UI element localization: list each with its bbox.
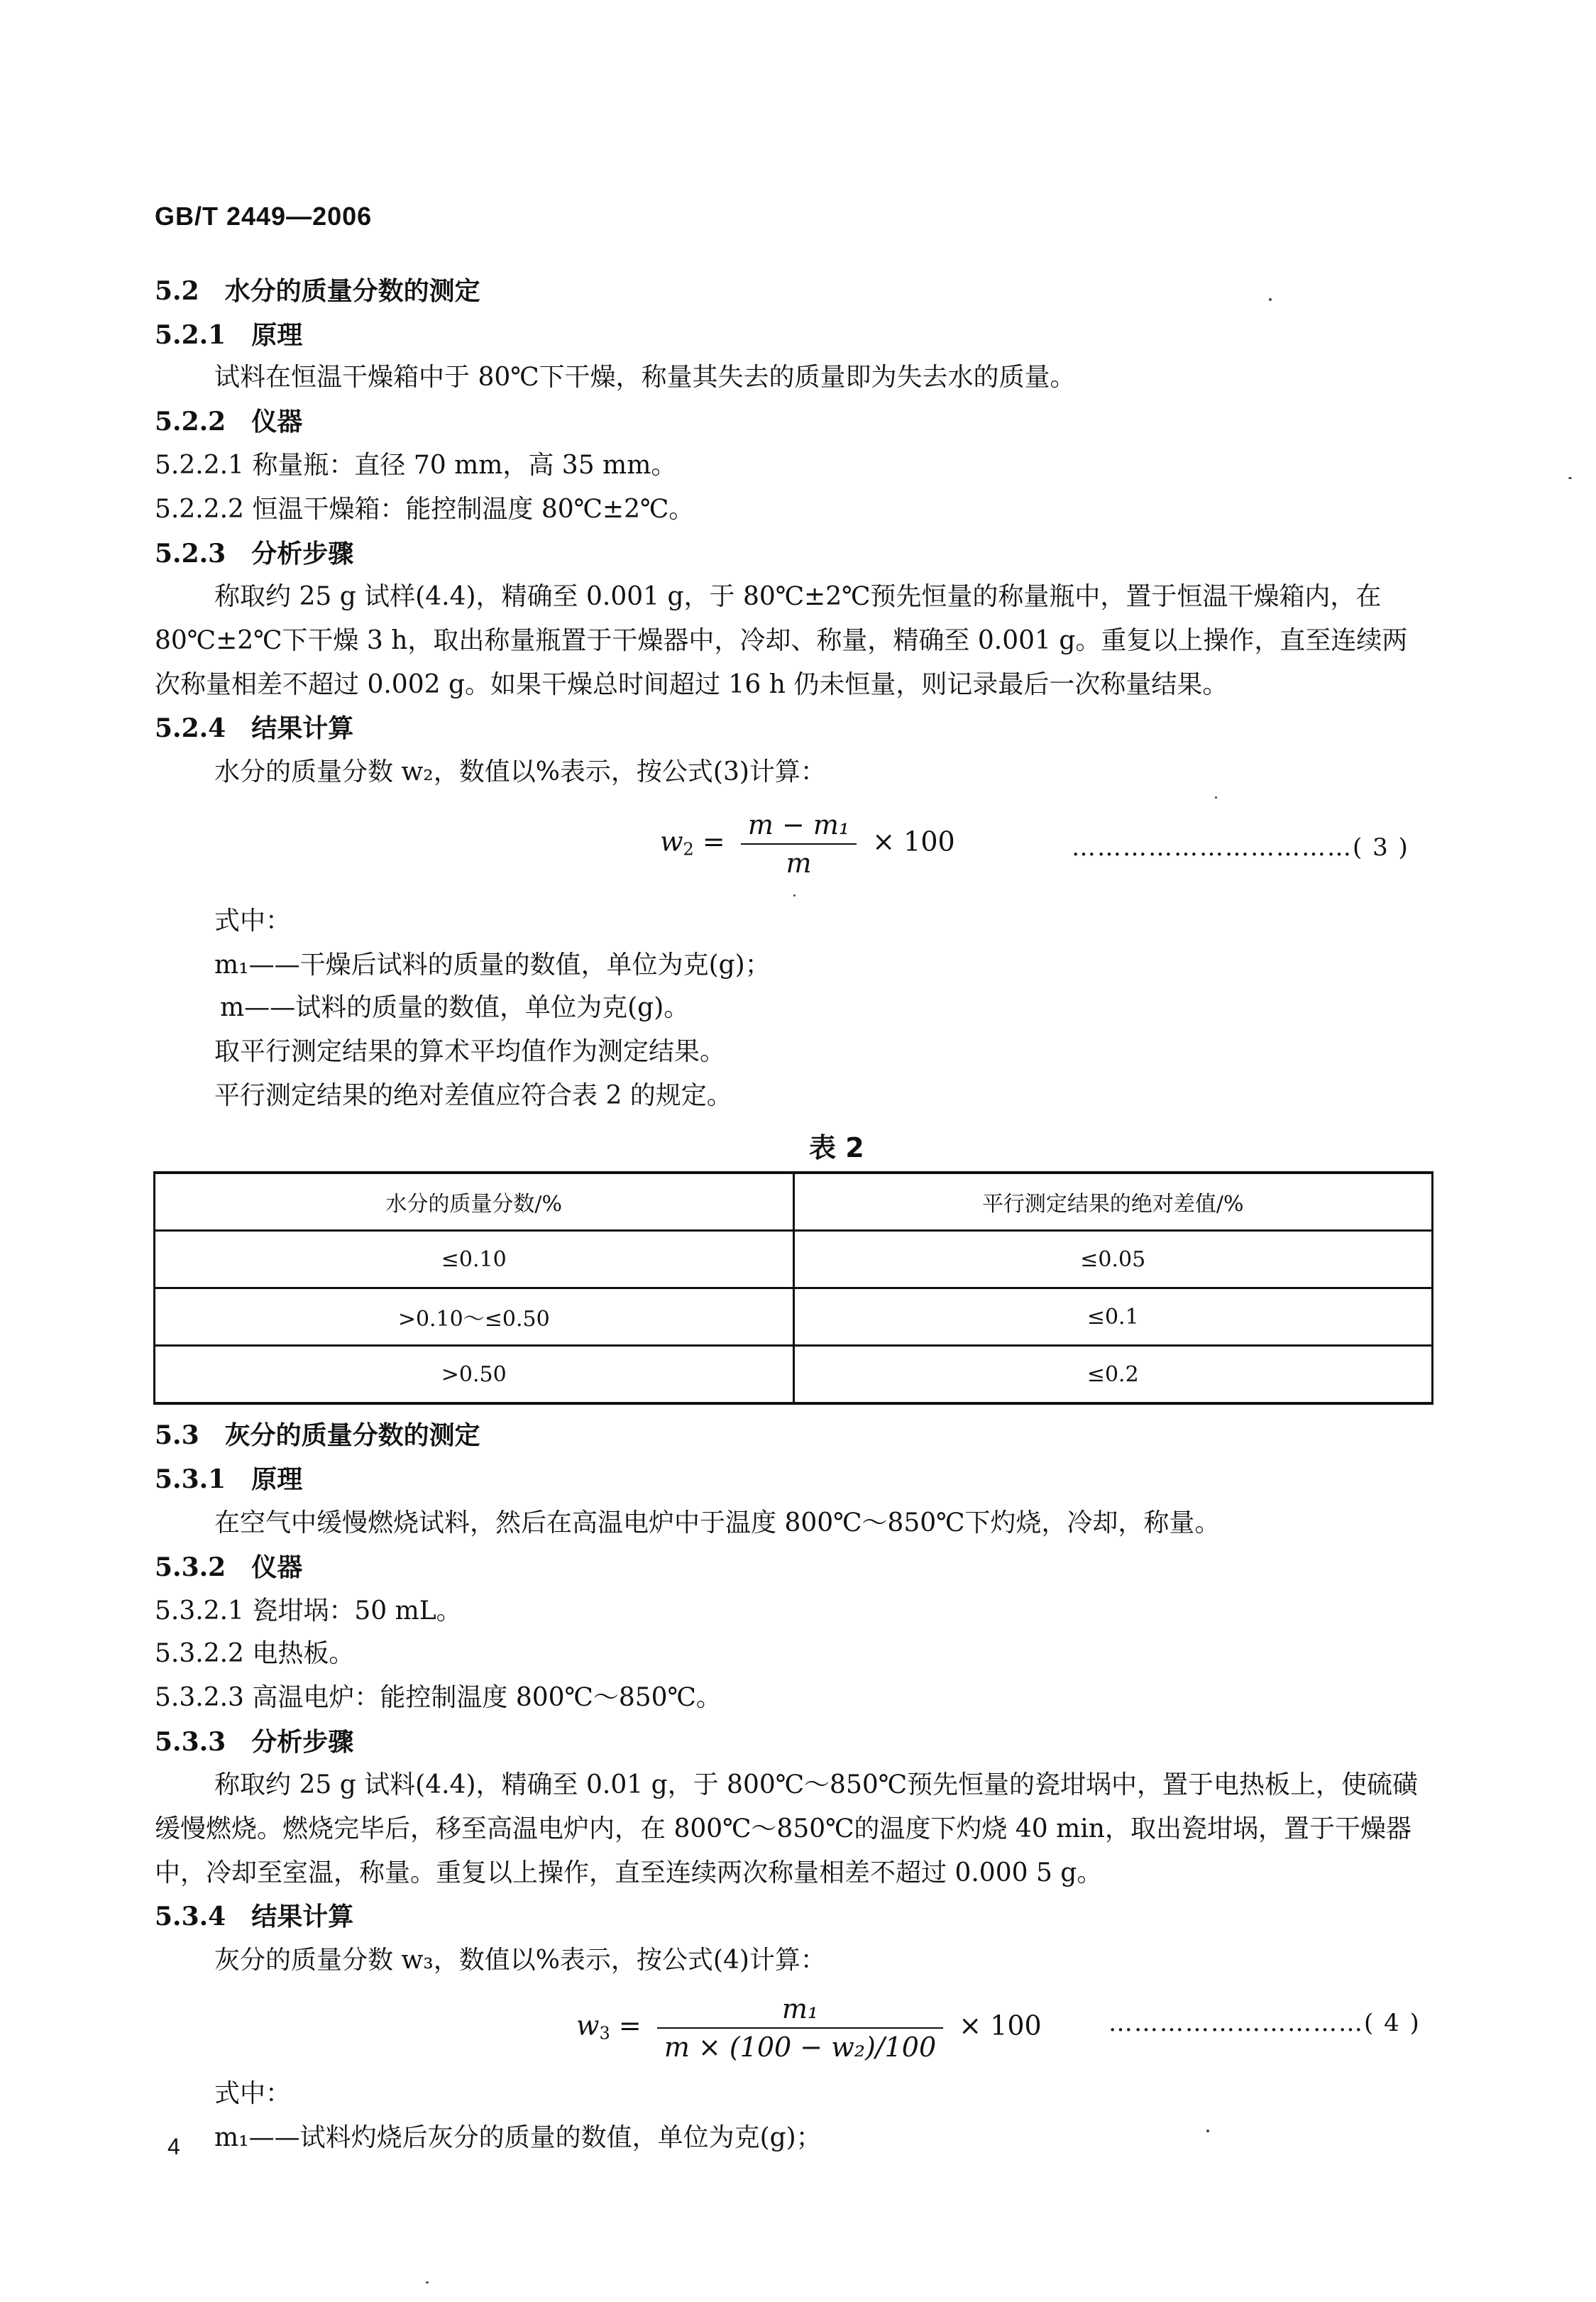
section-5-2-4-heading: 5.2.4 结果计算 [155, 713, 354, 743]
scan-speck [426, 2281, 429, 2284]
note-average: 取平行测定结果的算术平均值作为测定结果。 [214, 1037, 726, 1066]
section-5-2-3-heading: 5.2.3 分析步骤 [155, 539, 354, 569]
scan-speck [1269, 298, 1272, 301]
table-header-row [155, 1173, 1433, 1231]
table-2 [153, 1171, 1433, 1405]
var-m1-def-2: m₁——试料灼烧后灰分的质量的数值，单位为克(g)； [214, 2123, 822, 2152]
section-5-2-heading: 5.2 水分的质量分数的测定 [155, 276, 480, 306]
table-row [155, 1346, 1433, 1404]
formula-4-number: …………………………( 4 ) [1108, 2009, 1421, 2037]
table-cell: ≤0.2 [793, 1346, 1433, 1404]
section-5-3-4-heading: 5.3.4 结果计算 [155, 1902, 354, 1931]
var-m-def: m——试料的质量的数值，单位为克(g)。 [220, 993, 690, 1022]
table-header-cell: 平行测定结果的绝对差值/% [793, 1173, 1433, 1231]
table-cell: ≤0.05 [793, 1231, 1433, 1288]
section-5-3-2-heading: 5.3.2 仪器 [155, 1552, 303, 1582]
section-5-3-1-heading: 5.3.1 原理 [155, 1464, 303, 1494]
where-label-2: 式中： [214, 2079, 292, 2108]
table-2-title: 表 2 [809, 1132, 864, 1163]
section-5-2-4-intro: 水分的质量分数 w₂，数值以%表示，按公式(3)计算： [214, 757, 826, 786]
section-5-3-4-intro: 灰分的质量分数 w₃，数值以%表示，按公式(4)计算： [214, 1946, 826, 1975]
note-table-ref: 平行测定结果的绝对差值应符合表 2 的规定。 [214, 1081, 732, 1110]
formula-3-fraction: $\frac{\text{m − m₁}}{m}$ [741, 809, 857, 879]
scan-speck [1206, 2130, 1209, 2132]
scan-speck [1215, 796, 1217, 799]
section-5-2-2-heading: 5.2.2 仪器 [155, 407, 303, 437]
table-row [155, 1231, 1433, 1288]
formula-3-number: ……………………………( 3 ) [1072, 833, 1409, 862]
section-5-3-3-heading: 5.3.3 分析步骤 [155, 1727, 354, 1757]
section-5-2-2-2: 5.2.2.2 恒温干燥箱：能控制温度 80℃±2℃。 [155, 495, 695, 524]
section-5-2-2-1: 5.2.2.1 称量瓶：直径 70 mm，高 35 mm。 [155, 451, 677, 480]
section-5-3-2-2: 5.3.2.2 电热板。 [155, 1639, 355, 1668]
section-5-2-3-text: 称取约 25 g 试样(4.4)，精确至 0.001 g，于 80℃±2℃预先恒量的称量瓶中，置于恒温干燥箱内，在 80℃±2℃下干燥 3 h，取出称量瓶置于干燥器中，冷却、称量，精确至 0.001 g。重复以上操作，直至连续两次称量相差不超过 0.002 g。如果干燥总时间超过 16 h 仍未恒量，则记录最后一次称量结果。 [155, 582, 1408, 699]
section-5-3-1-text: 在空气中缓慢燃烧试料，然后在高温电炉中于温度 800℃～850℃下灼烧，冷却，称量。 [214, 1508, 1221, 1538]
formula-3: w2 = $\frac{\text{m − m₁}}{m}$ × 100 [660, 809, 955, 879]
table-cell: >0.50 [155, 1346, 794, 1404]
section-5-3-3-text: 称取约 25 g 试料(4.4)，精确至 0.01 g，于 800℃～850℃预先恒量的瓷坩埚中，置于电热板上，使硫磺缓慢燃烧。燃烧完毕后，移至高温电炉内，在 800℃～850℃的温度下灼烧 40 min，取出瓷坩埚，置于干燥器中，冷却至室温，称量。重复以上操作，直至连续两次称量相差不超过 0.000 5 g。 [155, 1770, 1419, 1887]
section-5-3-2-1: 5.3.2.1 瓷坩埚：50 mL。 [155, 1596, 462, 1626]
section-5-2-1-text: 试料在恒温干燥箱中于 80℃下干燥，称量其失去的质量即为失去水的质量。 [214, 363, 1076, 392]
formula-4-fraction: $\frac{\text{m₁}}{\text{m × (100 − w₂)/100}}$ [657, 1993, 943, 2063]
scan-speck [1568, 477, 1572, 479]
table-cell: >0.10～≤0.50 [155, 1288, 794, 1346]
where-label-1: 式中： [214, 906, 292, 936]
table-cell: ≤0.10 [155, 1231, 794, 1288]
standard-code: GB/T 2449—2006 [155, 202, 373, 231]
table-cell: ≤0.1 [793, 1288, 1433, 1346]
page-number: 4 [167, 2134, 180, 2159]
var-m1-def-1: m₁——干燥后试料的质量的数值，单位为克(g)； [214, 950, 771, 980]
scan-speck [793, 894, 796, 897]
table-header-cell: 水分的质量分数/% [155, 1173, 794, 1231]
formula-4: w3 = $\frac{\text{m₁}}{\text{m × (100 − w₂)/100}}$ × 100 [576, 1993, 1042, 2063]
table-row [155, 1288, 1433, 1346]
section-5-3-2-3: 5.3.2.3 高温电炉：能控制温度 800℃～850℃。 [155, 1683, 722, 1712]
section-5-2-1-heading: 5.2.1 原理 [155, 320, 303, 350]
section-5-3-heading: 5.3 灰分的质量分数的测定 [155, 1420, 480, 1450]
